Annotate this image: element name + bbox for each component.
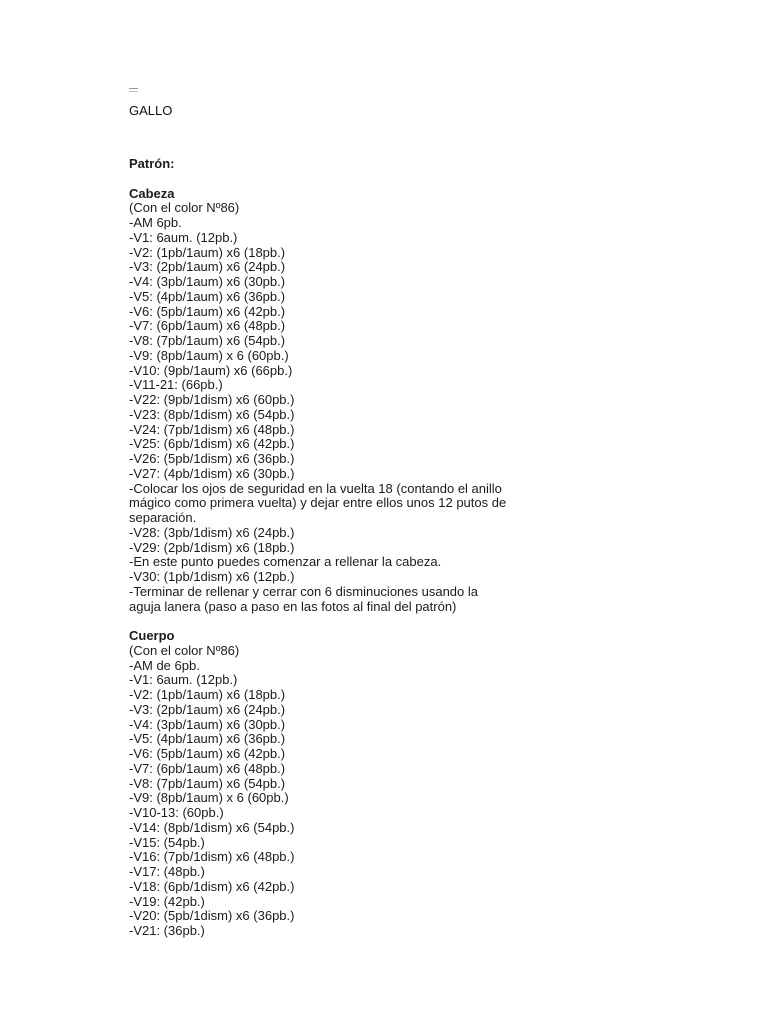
instruction-line: -V30: (1pb/1dism) x6 (12pb.) [129, 569, 295, 584]
instruction-line: (Con el color Nº86) [129, 200, 240, 216]
instruction-line: -V26: (5pb/1dism) x6 (36pb.) [129, 451, 295, 466]
pattern-content [129, 157, 529, 939]
instruction-line: -V5: (4pb/1aum) x6 (36pb.) [129, 288, 286, 304]
instruction-line: -V6: (5pb/1aum) x6 (42pb.) [129, 303, 286, 319]
instruction-line: -V10: (9pb/1aum) x6 (66pb.) [129, 362, 293, 378]
spacer [129, 614, 529, 629]
instruction-line: -V28: (3pb/1dism) x6 (24pb.) [129, 524, 295, 540]
instruction-line: -V17: (48pb.) [129, 864, 205, 879]
instruction-line: -V21: (36pb.) [129, 923, 205, 938]
instruction-line: -V6: (5pb/1aum) x6 (42pb.) [129, 746, 286, 761]
instruction-line: -V24: (7pb/1dism) x6 (48pb.) [129, 421, 295, 437]
instruction-line: -V18: (6pb/1dism) x6 (42pb.) [129, 878, 295, 894]
instruction-line: -AM de 6pb. [129, 657, 200, 673]
instruction-line: -V14: (8pb/1dism) x6 (54pb.) [129, 819, 295, 835]
closing-note: -Terminar de rellenar y cerrar con 6 disminuciones usando la aguja lanera (paso a paso en las fotos al final del patrón) [129, 583, 478, 614]
instruction-line: -En este punto puedes comenzar a rellenar la cabeza. [129, 554, 442, 570]
corner-mark [129, 88, 138, 92]
instruction-line: -V23: (8pb/1dism) x6 (54pb.) [129, 406, 295, 422]
instruction-line: -V29: (2pb/1dism) x6 (18pb.) [129, 539, 295, 555]
pattern-label: Patrón: [129, 156, 175, 171]
instruction-line: -V22: (9pb/1dism) x6 (60pb.) [129, 392, 295, 407]
section-heading: Cuerpo [129, 628, 175, 643]
instruction-line: -V3: (2pb/1aum) x6 (24pb.) [129, 701, 286, 717]
document-title: GALLO [129, 103, 173, 118]
instruction-line: -V2: (1pb/1aum) x6 (18pb.) [129, 687, 286, 702]
instruction-line: -V7: (6pb/1aum) x6 (48pb.) [129, 760, 286, 776]
instruction-line: -AM 6pb. [129, 215, 182, 230]
instruction-line: -V15: (54pb.) [129, 834, 205, 850]
instruction-list [129, 201, 529, 481]
instruction-line: (Con el color Nº86) [129, 642, 240, 658]
instruction-line: -V9: (8pb/1aum) x 6 (60pb.) [129, 790, 289, 806]
instruction-line: -V2: (1pb/1aum) x6 (18pb.) [129, 244, 286, 260]
instruction-list [129, 644, 529, 939]
instruction-line: -V1: 6aum. (12pb.) [129, 229, 238, 245]
instruction-line: -V9: (8pb/1aum) x 6 (60pb.) [129, 347, 289, 363]
section-cuerpo [129, 629, 529, 939]
instruction-line: -V1: 6aum. (12pb.) [129, 672, 238, 688]
instruction-line: -V8: (7pb/1aum) x6 (54pb.) [129, 333, 286, 348]
instruction-line: -V4: (3pb/1aum) x6 (30pb.) [129, 274, 286, 289]
instruction-line: -V10-13: (60pb.) [129, 805, 224, 820]
instruction-line: -V8: (7pb/1aum) x6 (54pb.) [129, 775, 286, 791]
eyes-note: -Colocar los ojos de seguridad en la vuelta 18 (contando el anillo mágico como primera vuelta) y dejar entre ellos unos 12 putos de separación. [129, 480, 507, 525]
section-cabeza [129, 187, 529, 615]
spacer [129, 172, 529, 187]
instruction-line: -V11-21: (66pb.) [129, 377, 223, 393]
section-heading: Cabeza [129, 185, 175, 201]
instruction-line: -V19: (42pb.) [129, 893, 205, 909]
instruction-line: -V16: (7pb/1dism) x6 (48pb.) [129, 849, 295, 865]
instruction-line: -V7: (6pb/1aum) x6 (48pb.) [129, 318, 286, 334]
instruction-line: -V20: (5pb/1dism) x6 (36pb.) [129, 908, 295, 924]
instruction-line: -V3: (2pb/1aum) x6 (24pb.) [129, 259, 286, 275]
instruction-list [129, 526, 529, 585]
instruction-line: -V27: (4pb/1dism) x6 (30pb.) [129, 465, 295, 481]
instruction-line: -V4: (3pb/1aum) x6 (30pb.) [129, 716, 286, 732]
instruction-line: -V25: (6pb/1dism) x6 (42pb.) [129, 436, 295, 452]
instruction-line: -V5: (4pb/1aum) x6 (36pb.) [129, 731, 286, 747]
